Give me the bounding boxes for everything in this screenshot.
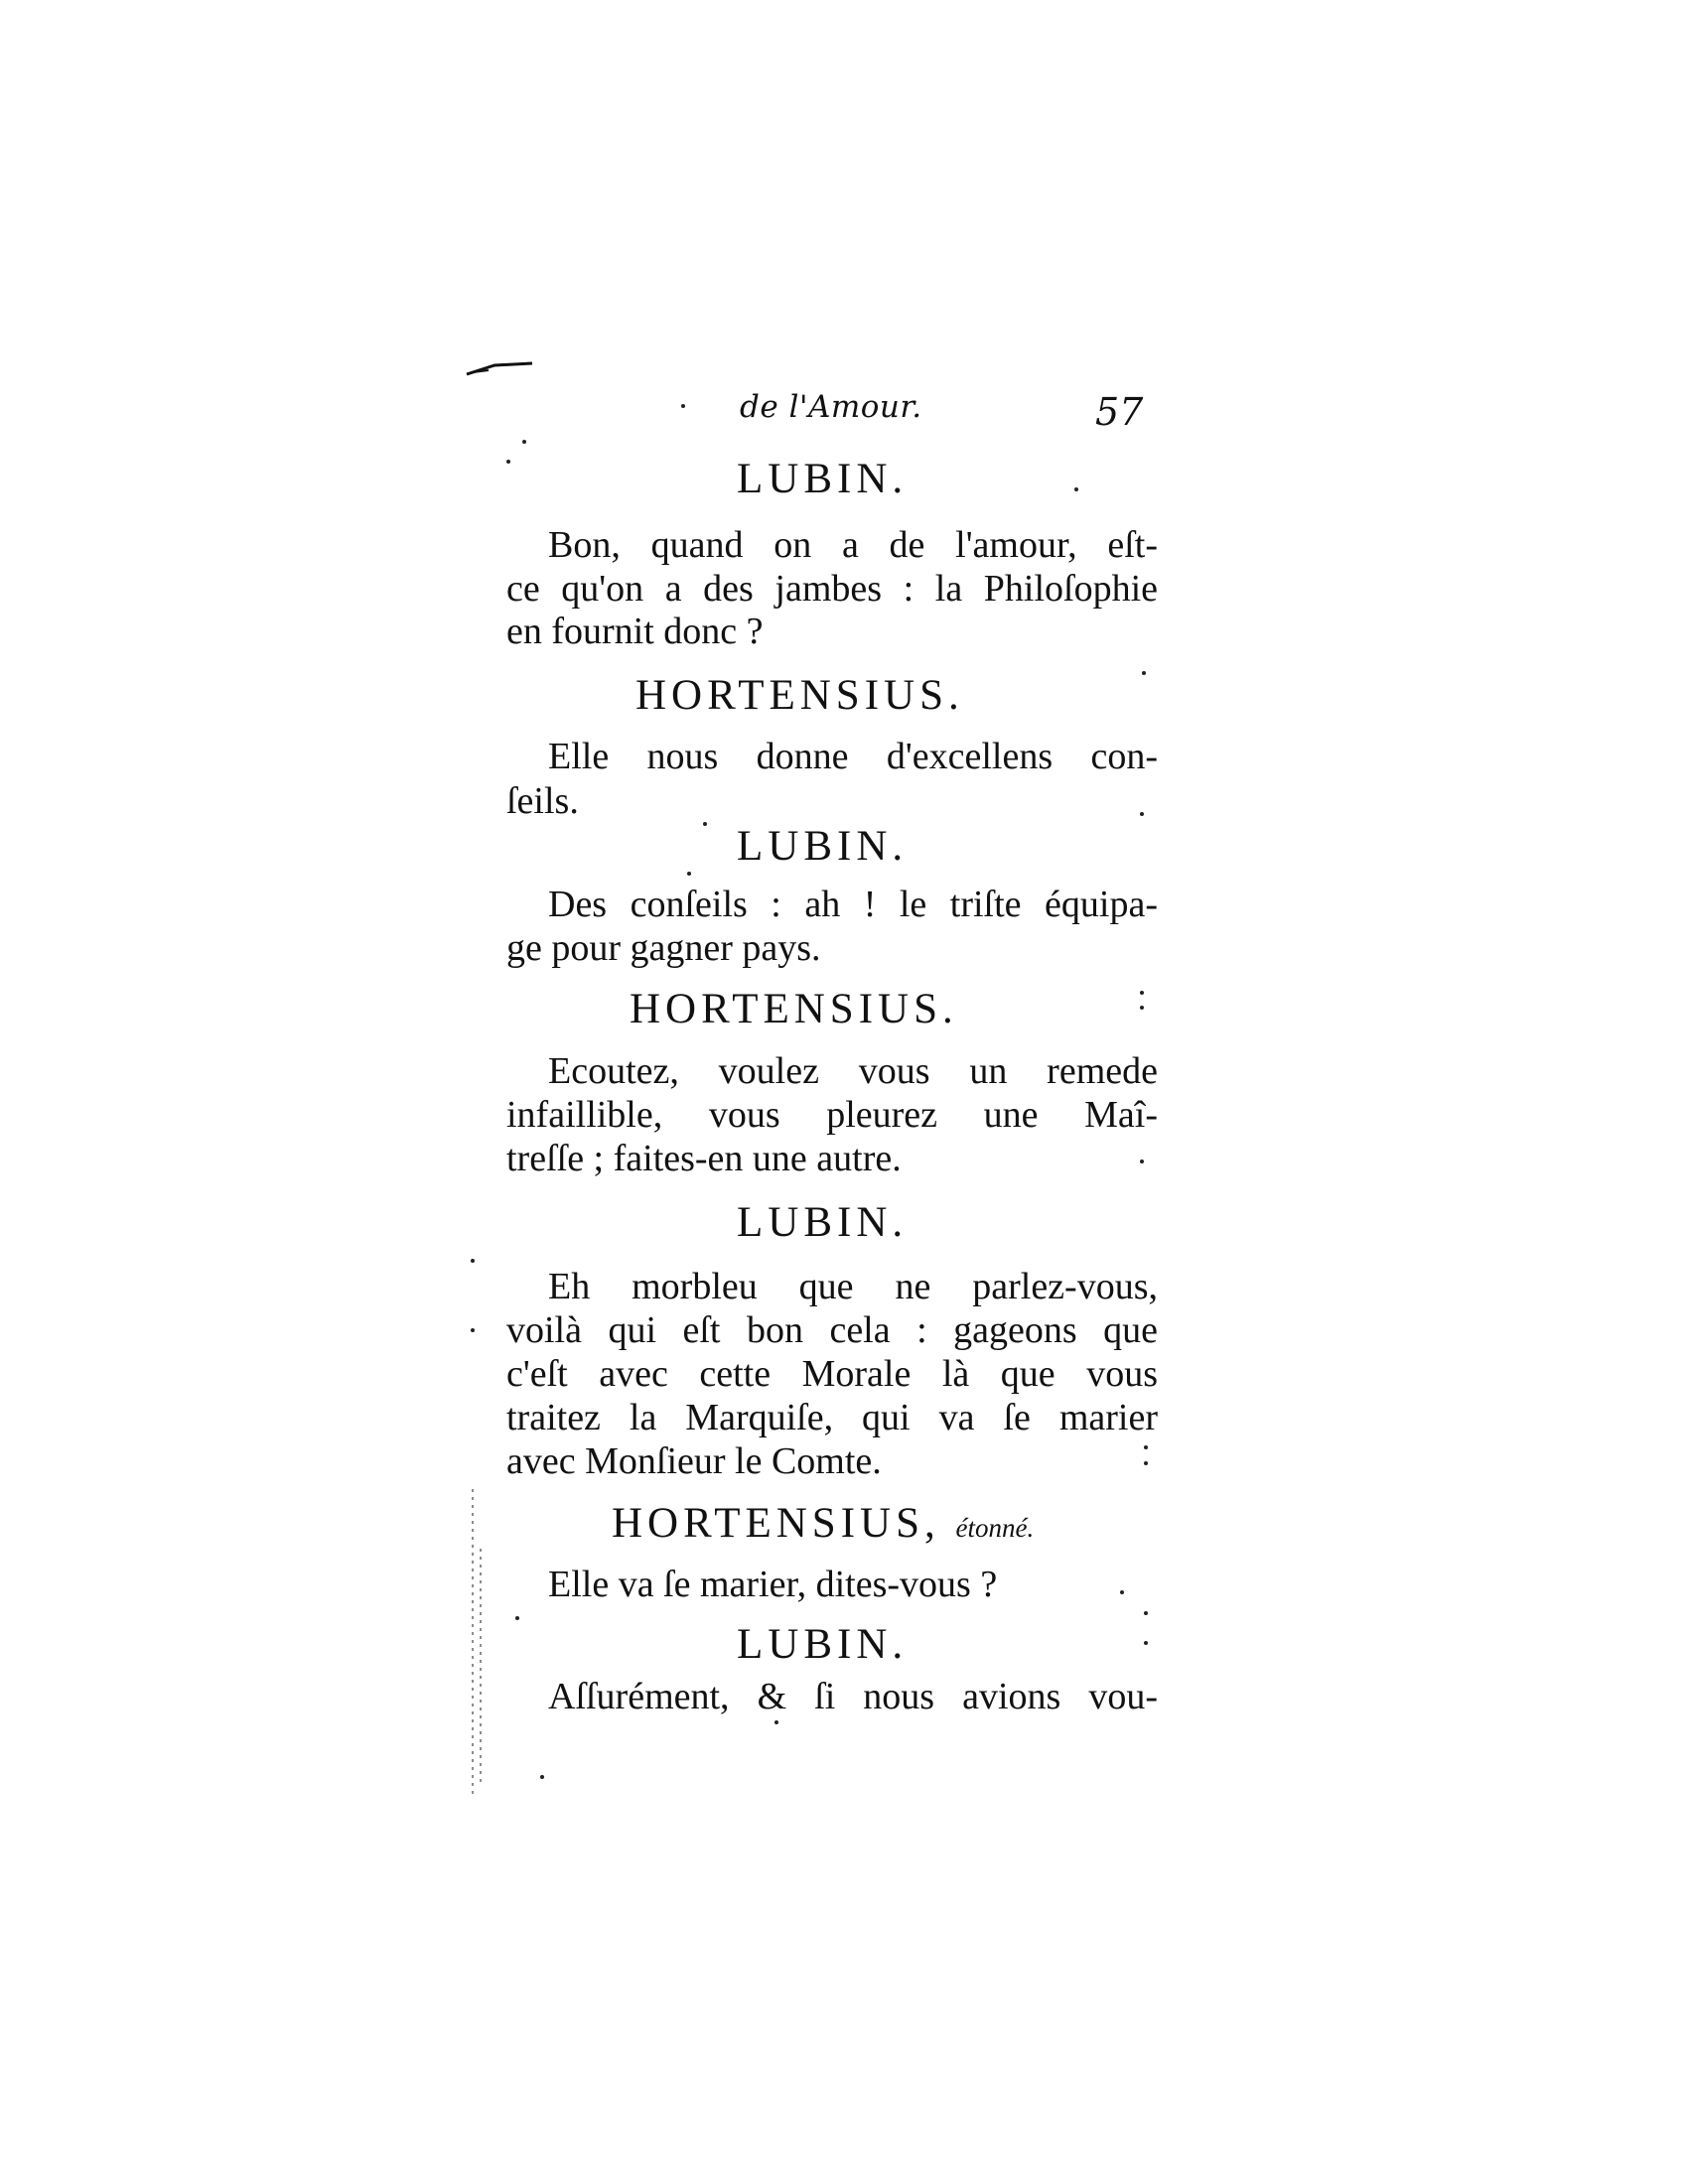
speech-line: Bon, quand on a de l'amour, eſt- [548, 524, 1158, 566]
speaker-name: HORTENSIUS. [630, 986, 958, 1032]
speaker-name: LUBIN. [737, 823, 909, 870]
speech-line: Elle va ſe marier, dites-vous ? [548, 1564, 998, 1605]
speech-line: avec Monſieur le Comte. [506, 1440, 882, 1482]
speech-line: treſſe ; faites-en une autre. [506, 1138, 902, 1179]
speech-line: voilà qui eſt bon cela : gageons que [506, 1309, 1158, 1351]
speaker-name: LUBIN. [737, 1621, 909, 1668]
speech-line: Des conſeils : ah ! le triſte équipa- [548, 884, 1158, 925]
speech-line: ſeils. [506, 780, 579, 822]
speaker-name [612, 1499, 1034, 1548]
speaker-name: LUBIN. [737, 1199, 909, 1246]
speaker-name-text: HORTENSIUS, [612, 1500, 940, 1547]
speech-line: ge pour gagner pays. [506, 927, 821, 969]
printer-mark-dash [465, 360, 534, 376]
speaker-name: LUBIN. [737, 456, 909, 502]
speech-line: traitez la Marquiſe, qui va ſe marier [506, 1397, 1158, 1438]
speech-line: ce qu'on a des jambes : la Philoſophie [506, 568, 1158, 610]
speech-line: en fournit donc ? [506, 611, 764, 652]
stage-direction: étonné. [955, 1513, 1035, 1543]
speaker-name: HORTENSIUS. [635, 672, 964, 719]
speech-line: Aſſurément, & ſi nous avions vou- [548, 1676, 1158, 1717]
speech-line: Ecoutez, voulez vous un remede [548, 1050, 1158, 1092]
speech-line: infaillible, vous pleurez une Maî- [506, 1094, 1158, 1136]
speech-line: c'eſt avec cette Morale là que vous [506, 1353, 1158, 1395]
speech-line: Eh morbleu que ne parlez-vous, [548, 1266, 1158, 1307]
page-number: 57 [1095, 390, 1144, 434]
running-head: de l'Amour. [740, 389, 922, 425]
speech-line: Elle nous donne d'excellens con- [548, 736, 1158, 777]
